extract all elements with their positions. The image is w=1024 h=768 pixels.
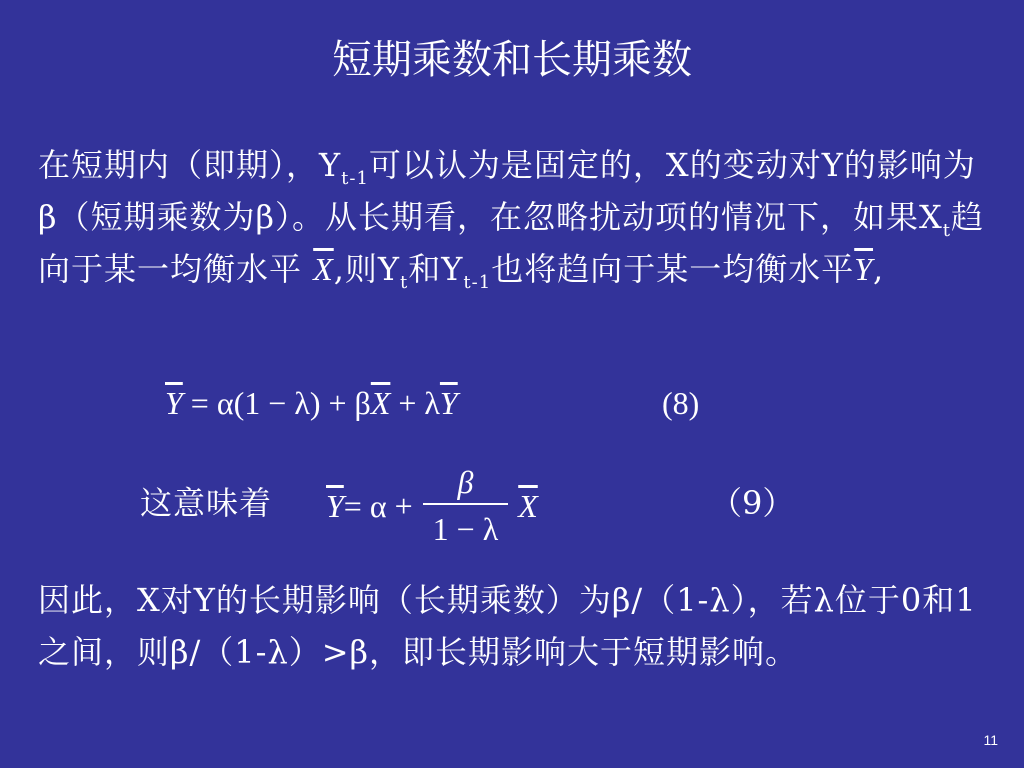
x-bar-symbol: $\overline{X}$: [313, 251, 334, 287]
equation-number-9: （9）: [710, 484, 795, 522]
x-bar-symbol: $\overline{X}$: [370, 385, 391, 421]
text-run: ,: [873, 250, 885, 288]
equation-8: [165, 385, 458, 422]
subscript: t-1: [341, 168, 369, 189]
text-run: 在短期内（即期），Y: [38, 146, 342, 184]
text-run: 和Y: [408, 250, 464, 288]
equation-text: + λ: [390, 385, 440, 421]
y-bar-symbol: $\overline{Y}$: [439, 385, 458, 421]
fraction-denominator: 1 − λ: [423, 503, 509, 548]
equation-9: [326, 458, 538, 554]
text-run: ,则Y: [333, 250, 401, 288]
equation-number-8: (8): [662, 385, 700, 421]
fraction-numerator: β: [457, 464, 474, 500]
y-bar-symbol: $\overline{Y}$: [326, 487, 344, 524]
y-bar-symbol: $\overline{Y}$: [165, 385, 183, 421]
text-run: 可以认为是固定的，X的变动对Y的影响为β（短期乘数为β）。从长期看，在忽略扰动项的情况下，如果X: [38, 146, 976, 236]
subscript: t: [400, 272, 409, 293]
text-run: 趋向于某一均衡水平: [38, 198, 985, 288]
page-number: 11: [983, 732, 998, 748]
subscript: t-1: [463, 272, 492, 293]
slide-title: 短期乘数和长期乘数: [332, 37, 692, 83]
paragraph-short-run: [38, 139, 993, 295]
equation-9-label: 这意味着: [140, 484, 273, 522]
equation-text: = α(1 − λ) + β: [182, 385, 371, 421]
text-run: 也将趋向于某一均衡水平: [491, 250, 855, 288]
subscript: t: [942, 220, 952, 241]
paragraph-long-run: 因此，X对Y的长期影响（长期乘数）为β/（1-λ），若λ位于0和1之间，则β/（1-λ）>β，即长期影响大于短期影响。: [38, 581, 977, 671]
equation-text: = α +: [343, 487, 413, 524]
y-bar-symbol: $\overline{Y}$: [854, 251, 874, 287]
fraction: [423, 464, 509, 548]
x-bar-symbol: $\overline{X}$: [518, 487, 538, 524]
